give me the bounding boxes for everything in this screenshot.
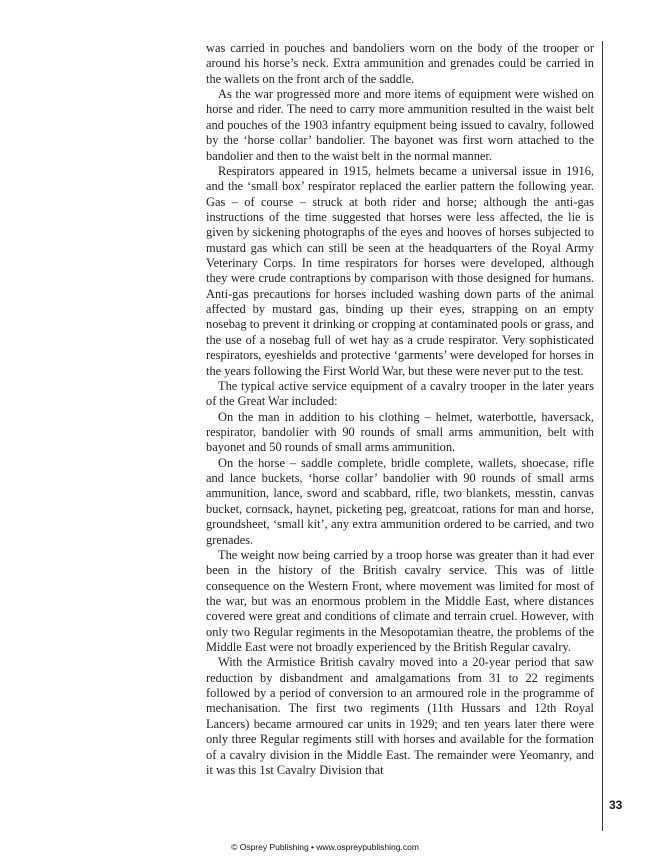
paragraph-6: On the horse – saddle complete, bridle complete, wallets, shoecase, rifle and lance buckets, ‘horse collar’ bandolier with 90 rounds of small arms ammunition, lance, sword and scabbard, rifle, two blankets, messtin, canvas bucket, cornsack, haynet, picketing peg, greatcoat, rations for man and horse, groundsheet, ‘small kit’, any extra ammunition ordered to be carried, and two grenades. <box>206 455 594 547</box>
paragraph-4: The typical active service equipment of a cavalry trooper in the later years of the Great War included: <box>206 378 594 409</box>
page-number: 33 <box>609 798 623 812</box>
paragraph-7: The weight now being carried by a troop horse was greater than it had ever been in the history of the British cavalry service. This was of little consequence on the Western Front, where movement was limited for most of the war, but was an enormous problem in the Middle East, where distances covered were great and conditions of climate and terrain cruel. However, with only two Regular regiments in the Mesopotamian theatre, the problems of the Middle East were not broadly experienced by the British Regular cavalry. <box>206 547 594 655</box>
paragraph-5: On the man in addition to his clothing – helmet, waterbottle, haversack, respirator, bandolier with 90 rounds of small arms ammunition, belt with bayonet and 50 rounds of small arms ammunition. <box>206 409 594 455</box>
paragraph-8: With the Armistice British cavalry moved into a 20-year period that saw reduction by disbandment and amalgamations from 31 to 22 regiments followed by a period of conversion to an armoured role in the programme of mechanisation. The first two regiments (11th Hussars and 12th Royal Lancers) became armoured car units in 1929; and ten years later there were only three Regular regiments still with horses and available for the formation of a cavalry division in the Middle East. The remainder were Yeomanry, and it was this 1st Cavalry Division that <box>206 655 594 777</box>
margin-rule <box>602 41 603 831</box>
paragraph-1: was carried in pouches and bandoliers worn on the body of the trooper or around his horse’s neck. Extra ammunition and grenades could be carried in the wallets on the front arch of the saddle. <box>206 41 594 86</box>
paragraph-3: Respirators appeared in 1915, helmets became a universal issue in 1916, and the ‘small box’ respirator replaced the earlier pattern the following year. Gas – of course – struck at both rider and horse; although the anti-gas instructions of the time suggested that horses were less affected, the lie is given by sickening photographs of the eyes and hooves of horses subjected to mustard gas which can still be seen at the headquarters of the Royal Army Veterinary Corps. In time respirators for horses were developed, although they were crude contraptions by comparison with those designed for humans. Anti-gas precautions for horses included washing down parts of the animal affected by mustard gas, binding up their eyes, strapping on an empty nosebag to prevent it drinking or cropping at contaminated pools or grass, and the use of a nosebag full of wet hay as a crude respirator. Very sophisticated respirators, eyeshields and protective ‘garments’ were developed for horses in the years following the First World War, but these were never put to the test. <box>206 163 594 378</box>
body-text <box>206 41 594 778</box>
paragraph-2: As the war progressed more and more items of equipment were wished on horse and rider. The need to carry more ammunition resulted in the waist belt and pouches of the 1903 infantry equipment being issued to cavalry, followed by the ‘horse collar’ bandolier. The bayonet was first worn attached to the bandolier and then to the waist belt in the normal manner. <box>206 87 594 163</box>
publisher-footer: © Osprey Publishing • www.ospreypublishing.com <box>231 842 419 852</box>
